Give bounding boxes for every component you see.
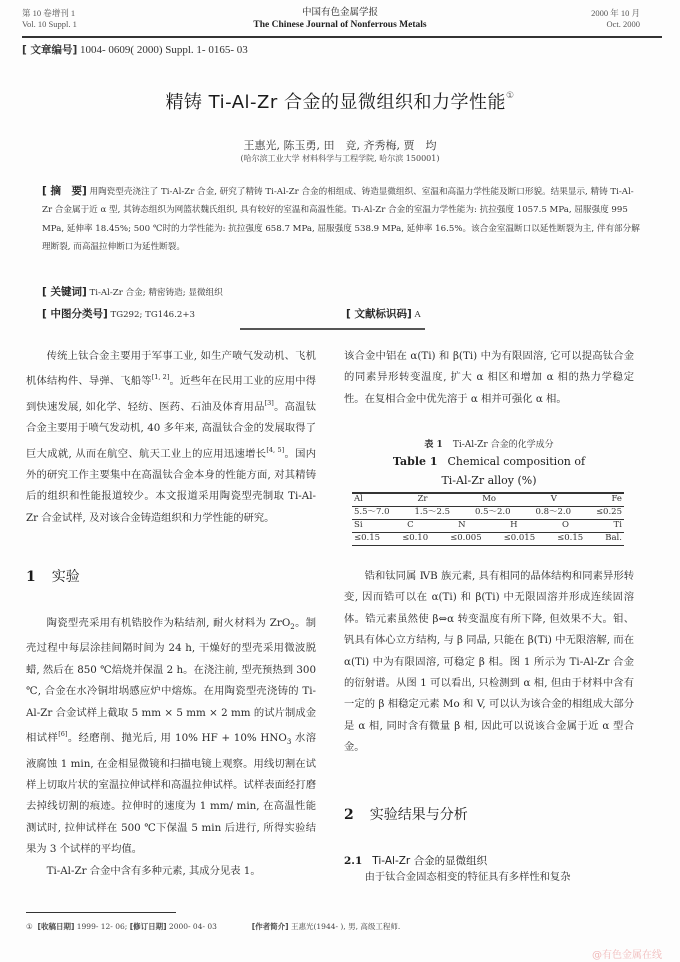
zirconium-text: 锆和钛同属 ⅣB 族元素, 具有相同的晶体结构和同素异形转变, 因而锆可以在 α(Ti) 和 β(Ti) 中无限固溶并形成连续固溶体。锆元素虽然使 β⇔α 转变温度有所下降, 但效果不大。钼、钒具有体心立方结构, 与 β 同晶, 只能在 β(Ti) 中无限溶解, 而在 α(Ti) 中为有限固溶, 可稳定 β 相。图 1 所示为 Ti-Al-Zr 合金的衍射谱。从图 1 可以看出, 只检测到 α 相, 但由于材料中含有一定的 β 相稳定元素 Mo 和 V, 可以认为该合金的相组成大部分是 α 相, 同时含有微量 β 相, 因此可以说该合金属于近 α 型合金。	[344, 570, 634, 754]
classification-text: TG292; TG146.2+3	[107, 310, 195, 320]
article-number-label: [ 文章编号]	[22, 44, 78, 56]
volume-en: Vol. 10 Suppl. 1	[22, 19, 77, 29]
subscript-3: 3	[286, 738, 292, 747]
received-date: 1999- 12- 06;	[74, 922, 130, 931]
section-2-number: 2	[344, 807, 354, 823]
author-bio: 王惠光(1944- ), 男, 高级工程师.	[288, 922, 401, 931]
value-cell: 5.5～7.0	[354, 506, 390, 517]
header-rule	[22, 36, 662, 38]
section-2-title: 实验结果与分析	[369, 807, 468, 823]
experiment-text-2: 。制壳过程中每层涂挂间隔时间为 24 h, 干燥好的型壳采用微波脱蜡, 然后在 850 ℃焙烧并保温 2 h。在浇注前, 型壳预热到 300 ℃, 合金在水冷铜坩埚感应炉中熔炼。在用陶瓷型壳浇铸的 Ti-Al-Zr 合金试样上截取 5 mm × 5 mm × 2 mm 的试片制成金相试样	[26, 617, 316, 745]
header-cell: H	[510, 519, 518, 530]
subsection-2-1-title: Ti-Al-Zr 合金的显微组织	[372, 855, 488, 867]
microstructure-paragraph	[344, 867, 634, 888]
running-header-right	[591, 8, 640, 30]
section-1-heading	[26, 566, 80, 586]
date-cn: 2000 年 10 月	[591, 8, 640, 18]
value-cell: ≤0.15	[354, 532, 381, 543]
value-cell: ≤0.15	[557, 532, 584, 543]
table-caption-cn-text: Ti-Al-Zr 合金的化学成分	[452, 440, 554, 450]
intro-text-4: 。国内外的研究工作主要集中在高温钛合金本身的性能方面, 对其精铸后的组织和性能报道较少。本文报道采用陶瓷型壳制取 Ti-Al-Zr 合金试样, 及对该合金铸造组织和力学性能的研究。	[26, 447, 316, 524]
header-cell: Si	[354, 519, 363, 530]
document-code-text: A	[411, 310, 421, 320]
experiment-paragraph	[26, 613, 316, 882]
table-caption-en-line2: Ti-Al-Zr alloy (%)	[441, 474, 537, 487]
date-en: Oct. 2000	[606, 19, 640, 29]
abstract-text: 用陶瓷型壳浇注了 Ti-Al-Zr 合金, 研究了精铸 Ti-Al-Zr 合金的相组成、铸造显微组织、室温和高温力学性能及断口形貌。结果显示, 精铸 Ti-Al-Zr 合金属于近 α 型, 其铸态组织为网篮状魏氏组织, 具有较好的室温和高温性能。Ti-Al-Zr 合金的室温力学性能为: 抗拉强度 1057.5 MPa, 屈服强度 995 MPa, 延伸率 18.45%; 500 ℃时的力学性能为: 抗拉强度 658.7 MPa, 屈服强度 538.9 MPa, 延伸率 16.5%。该合金室温断口以延性断裂为主, 伴有部分解理断裂, 而高温拉伸断口为延性断裂。	[42, 187, 640, 252]
keywords-text: Ti-Al-Zr 合金; 精密铸造; 显微组织	[86, 288, 223, 298]
table-caption-en	[344, 455, 634, 468]
experiment-text-4: 水溶液腐蚀 1 min, 在金相显微镜和扫描电镜上观察。用线切割在试样上切取片状的室温拉伸试样和高温拉伸试样。试样表面经打磨去掉线切割的痕迹。拉伸时的速度为 1 mm/ min, 在高温性能测试时, 拉伸试样在 500 ℃下保温 5 min 后进行, 所得实验结果为 3 个试样的平均值。	[26, 732, 317, 856]
table-header-row-2	[352, 520, 624, 532]
abstract	[42, 182, 642, 256]
article-number-value: 1004- 0609( 2000) Suppl. 1- 0165- 03	[77, 44, 248, 56]
header-cell: Zr	[417, 493, 428, 504]
keywords	[42, 284, 223, 299]
table-value-row-2	[352, 533, 624, 545]
table-caption-cn-number: 表 1	[424, 440, 443, 450]
footnote-rule	[26, 912, 176, 913]
document-code-label: [ 文献标识码]	[346, 308, 412, 320]
watermark: @有色金属在线	[592, 950, 662, 961]
header-cell: O	[562, 519, 570, 530]
aluminum-paragraph: 该合金中铝在 α(Ti) 和 β(Ti) 中为有限固溶, 它可以提高钛合金的同素异形转变温度, 扩大 α 相区和增加 α 相的热力学稳定性。在复相合金中优先溶于 α 相并可强化 α 相。	[344, 350, 634, 405]
header-cell: V	[550, 493, 557, 504]
table-caption-cn	[344, 437, 634, 450]
experiment-text-3: 。经磨削、抛光后, 用 10% HF + 10% HNO	[67, 732, 287, 745]
citation-6[interactable]: [6]	[58, 730, 68, 739]
value-cell: 1.5～2.5	[414, 506, 451, 517]
section-1-title: 实验	[51, 569, 80, 585]
volume-cn: 第 10 卷增刊 1	[22, 8, 76, 18]
document-code	[346, 306, 421, 321]
value-cell: ≤0.005	[450, 532, 482, 543]
citation-1-2[interactable]: [1, 2]	[151, 373, 170, 382]
journal-name-en: The Chinese Journal of Nonferrous Metals	[253, 20, 427, 30]
paper-title-text: 精铸 Ti-Al-Zr 合金的显微组织和力学性能	[165, 92, 506, 113]
authors: 王惠光, 陈玉勇, 田 竞, 齐秀梅, 贾 均	[243, 139, 437, 152]
header-cell: N	[458, 519, 466, 530]
experiment-paragraph-2: Ti-Al-Zr 合金中含有多种元素, 其成分见表 1。	[46, 864, 261, 877]
subsection-2-1-heading	[344, 853, 487, 868]
classification-code	[42, 306, 195, 321]
abstract-label: [ 摘 要]	[42, 185, 87, 197]
zirconium-paragraph	[344, 566, 634, 759]
value-cell: ≤0.10	[402, 532, 429, 543]
subscript-2: 2	[290, 623, 295, 632]
author-bio-label: [作者简介]	[251, 922, 289, 931]
experiment-text-1: 陶瓷型壳采用有机锆胶作为粘结剂, 耐火材料为 ZrO	[46, 617, 291, 629]
value-cell: 0.5～2.0	[474, 506, 511, 517]
citation-4-5[interactable]: [4, 5]	[266, 445, 285, 454]
header-cell: C	[407, 519, 414, 530]
running-header-center	[0, 7, 680, 31]
header-cell: Ti	[613, 519, 622, 530]
intro-text-2: 。近些年在民用工业的应用中得到快速发展, 如化学、轻纺、医药、石油及体育用品	[26, 375, 317, 413]
footnote-mark: ①	[26, 922, 33, 931]
title-footnote-mark: ①	[505, 91, 515, 101]
revised-date: 2000- 04- 03	[166, 922, 217, 931]
affiliation: (哈尔滨工业大学 材料科学与工程学院, 哈尔滨 150001)	[240, 154, 440, 163]
table-caption-en-number: Table 1	[392, 455, 438, 468]
paper-title	[0, 88, 680, 114]
table-caption-en-text: Chemical composition of	[447, 455, 586, 468]
citation-3[interactable]: [3]	[264, 398, 274, 407]
keywords-label: [ 关键词]	[42, 286, 87, 298]
value-cell: 0.8～2.0	[535, 506, 571, 517]
journal-name-cn: 中国有色金属学报	[301, 8, 378, 18]
abstract-separator	[240, 328, 425, 330]
article-number	[22, 42, 248, 57]
intro-text-3: 。高温钛合金主要用于喷气发动机, 40 多年来, 高温钛合金的发展取得了巨大成就, 从而在航空、航天工业上的应用迅速增长	[26, 400, 317, 460]
table-bottom-rule	[352, 545, 624, 547]
value-cell: ≤0.25	[595, 506, 622, 517]
intro-text-1: 传统上钛合金主要用于军事工业, 如生产喷气发动机、飞机机体结构件、导弹、飞船等	[26, 350, 316, 388]
revised-date-label: [修订日期]	[129, 922, 167, 931]
received-date-label: [收稿日期]	[37, 922, 75, 931]
microstructure-text: 由于钛合金固态相变的特征具有多样性和复杂	[364, 871, 571, 883]
header-cell: Al	[354, 493, 363, 504]
subsection-2-1-number: 2.1	[344, 855, 363, 867]
section-1-number: 1	[26, 569, 36, 585]
table-value-row-1	[352, 507, 624, 519]
composition-table	[352, 492, 624, 546]
table-header-row-1	[352, 494, 624, 506]
footnote	[26, 921, 400, 932]
value-cell: ≤0.015	[503, 532, 536, 543]
value-cell: Bal.	[605, 532, 622, 543]
header-cell: Fe	[611, 493, 622, 504]
section-2-heading	[344, 804, 468, 824]
header-cell: Mo	[482, 493, 497, 504]
classification-label: [ 中图分类号]	[42, 308, 108, 320]
intro-paragraph	[26, 346, 316, 529]
